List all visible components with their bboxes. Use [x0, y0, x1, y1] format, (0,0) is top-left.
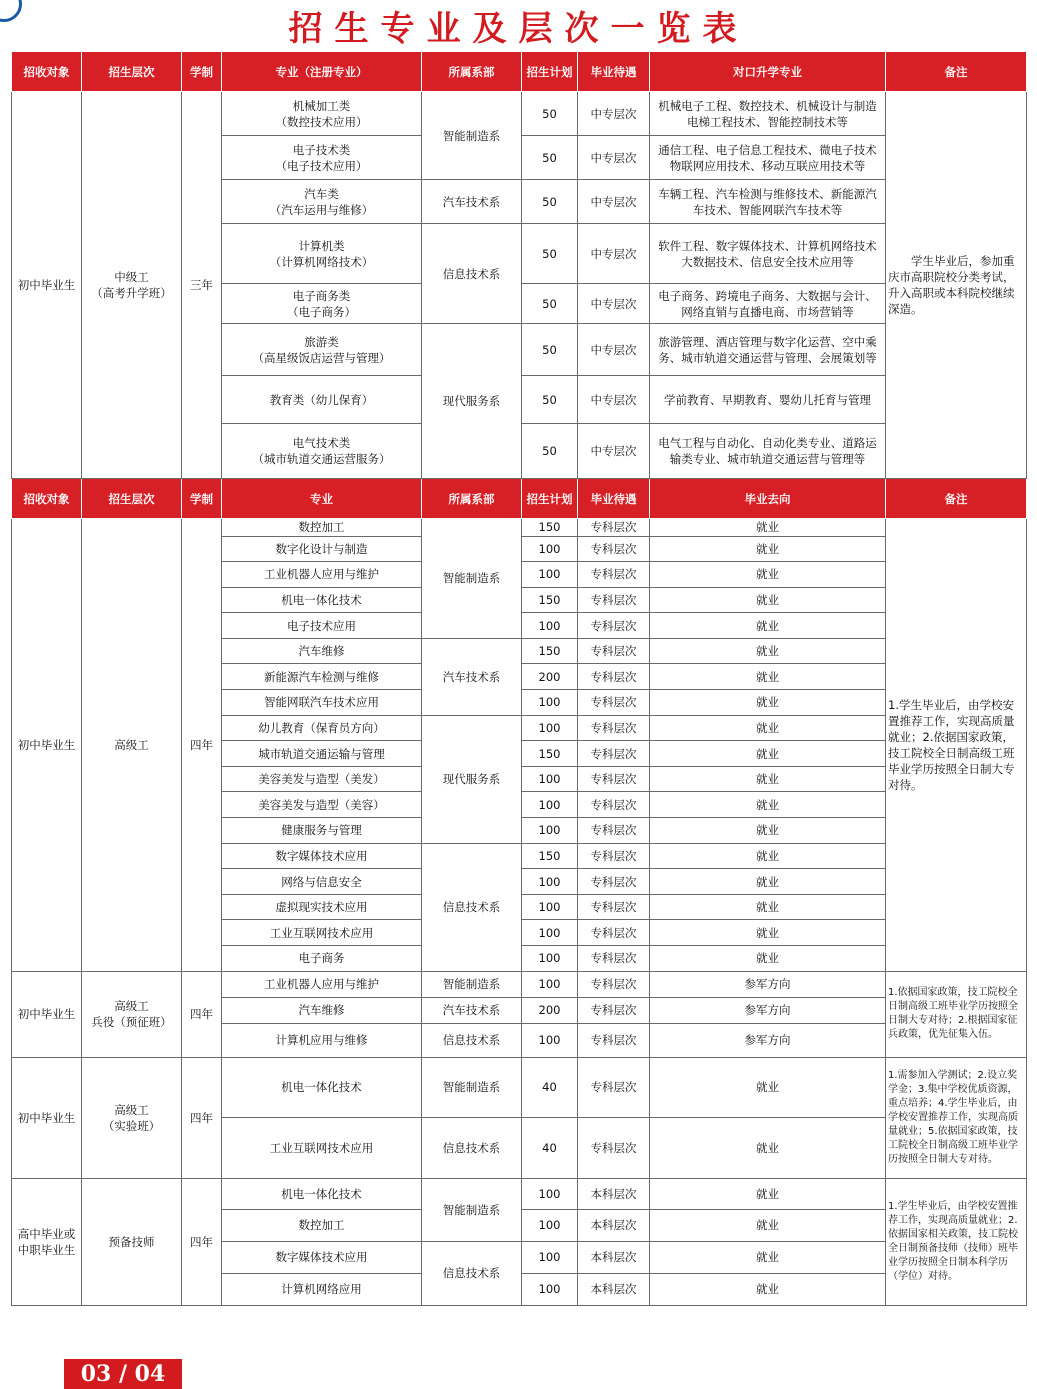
major-cell: 工业互联网技术应用: [222, 1117, 422, 1178]
grad-cell: 中专层次: [578, 180, 650, 224]
plan-cell: 150: [522, 519, 578, 537]
level-cell: 高级工 兵役（预征班）: [82, 971, 182, 1057]
dept-cell: 智能制造系: [422, 1178, 522, 1241]
years-cell: 三年: [182, 92, 222, 479]
destination-cell: 就业: [650, 1273, 886, 1305]
grad-cell: 专科层次: [578, 638, 650, 664]
column-header: 招生层次: [82, 52, 182, 92]
column-header: 学制: [182, 479, 222, 519]
major-cell: 工业机器人应用与维护: [222, 971, 422, 997]
table-row: [12, 519, 1027, 537]
related-major-cell: 学前教育、早期教育、婴幼儿托育与管理: [650, 376, 886, 424]
plan-cell: 50: [522, 284, 578, 324]
level-cell: 预备技师: [82, 1178, 182, 1305]
plan-cell: 100: [522, 715, 578, 741]
major-cell: 计算机类 （计算机网络技术）: [222, 224, 422, 284]
grad-cell: 本科层次: [578, 1178, 650, 1209]
plan-cell: 100: [522, 1178, 578, 1209]
major-cell: 计算机应用与维修: [222, 1023, 422, 1057]
dept-cell: 汽车技术系: [422, 997, 522, 1023]
column-header: 所属系部: [422, 479, 522, 519]
note-cell: 1.学生毕业后，由学校安置推荐工作，实现高质量就业；2.依据国家相关政策，技工院校全日制预备技师（技师）班毕业学历按照全日制本科学历（学位）对待。: [886, 1178, 1027, 1305]
major-cell: 汽车类 （汽车运用与维修）: [222, 180, 422, 224]
plan-cell: 100: [522, 536, 578, 562]
column-header: 对口升学专业: [650, 52, 886, 92]
grad-cell: 专科层次: [578, 690, 650, 716]
destination-cell: 就业: [650, 843, 886, 869]
major-cell: 数控加工: [222, 1209, 422, 1241]
column-header: 所属系部: [422, 52, 522, 92]
plan-cell: 100: [522, 818, 578, 844]
grad-cell: 专科层次: [578, 843, 650, 869]
column-header: 备注: [886, 52, 1027, 92]
page-number: 03 / 04: [64, 1359, 182, 1389]
page-title: 招生专业及层次一览表: [288, 9, 749, 49]
destination-cell: 就业: [650, 1057, 886, 1117]
dept-cell: 信息技术系: [422, 843, 522, 971]
destination-cell: 就业: [650, 638, 886, 664]
dept-cell: 智能制造系: [422, 92, 522, 180]
major-cell: 电气技术类 （城市轨道交通运营服务）: [222, 424, 422, 479]
plan-cell: 50: [522, 180, 578, 224]
column-header: 备注: [886, 479, 1027, 519]
destination-cell: 就业: [650, 519, 886, 537]
destination-cell: 参军方向: [650, 997, 886, 1023]
plan-cell: 100: [522, 792, 578, 818]
grad-cell: 中专层次: [578, 424, 650, 479]
header-row: [12, 479, 1027, 519]
destination-cell: 就业: [650, 613, 886, 639]
major-cell: 旅游类 （高星级饭店运营与管理）: [222, 324, 422, 376]
major-cell: 健康服务与管理: [222, 818, 422, 844]
major-cell: 工业机器人应用与维护: [222, 562, 422, 588]
grad-cell: 专科层次: [578, 971, 650, 997]
column-header: 学制: [182, 52, 222, 92]
grad-cell: 专科层次: [578, 894, 650, 920]
major-cell: 美容美发与造型（美容）: [222, 792, 422, 818]
major-cell: 电子商务类 （电子商务）: [222, 284, 422, 324]
level-cell: 中级工 （高考升学班）: [82, 92, 182, 479]
column-header: 专业（注册专业）: [222, 52, 422, 92]
grad-cell: 专科层次: [578, 766, 650, 792]
major-cell: 城市轨道交通运输与管理: [222, 741, 422, 767]
plan-cell: 100: [522, 1273, 578, 1305]
major-cell: 智能网联汽车技术应用: [222, 690, 422, 716]
plan-cell: 100: [522, 613, 578, 639]
column-header: 招收对象: [12, 479, 82, 519]
note-cell: 1.学生毕业后，由学校安置推荐工作，实现高质量就业；2.依据国家政策，技工院校全日制高级工班毕业学历按照全日制大专对待。: [886, 519, 1027, 972]
column-header: 招生层次: [82, 479, 182, 519]
plan-cell: 50: [522, 224, 578, 284]
dept-cell: 信息技术系: [422, 1023, 522, 1057]
related-major-cell: 软件工程、数字媒体技术、计算机网络技术 大数据技术、信息安全技术应用等: [650, 224, 886, 284]
grad-cell: 专科层次: [578, 920, 650, 946]
years-cell: 四年: [182, 971, 222, 1057]
destination-cell: 就业: [650, 1117, 886, 1178]
grad-cell: 专科层次: [578, 562, 650, 588]
dept-cell: 智能制造系: [422, 1057, 522, 1117]
grad-cell: 专科层次: [578, 664, 650, 690]
major-cell: 机械加工类 （数控技术应用）: [222, 92, 422, 136]
destination-cell: 就业: [650, 792, 886, 818]
target-cell: 初中毕业生: [12, 971, 82, 1057]
column-header: 招收对象: [12, 52, 82, 92]
grad-cell: 专科层次: [578, 613, 650, 639]
dept-cell: 汽车技术系: [422, 180, 522, 224]
grad-cell: 专科层次: [578, 818, 650, 844]
years-cell: 四年: [182, 519, 222, 972]
major-cell: 新能源汽车检测与维修: [222, 664, 422, 690]
column-header: 毕业待遇: [578, 52, 650, 92]
major-cell: 机电一体化技术: [222, 587, 422, 613]
grad-cell: 本科层次: [578, 1209, 650, 1241]
related-major-cell: 旅游管理、酒店管理与数字化运营、空中乘 务、城市轨道交通运营与管理、会展策划等: [650, 324, 886, 376]
major-cell: 美容美发与造型（美发）: [222, 766, 422, 792]
plan-cell: 50: [522, 324, 578, 376]
grad-cell: 中专层次: [578, 92, 650, 136]
header-row: [12, 52, 1027, 92]
dept-cell: 信息技术系: [422, 1241, 522, 1305]
destination-cell: 就业: [650, 562, 886, 588]
plan-cell: 200: [522, 664, 578, 690]
years-cell: 四年: [182, 1057, 222, 1178]
major-cell: 教育类（幼儿保育）: [222, 376, 422, 424]
major-cell: 电子技术类 （电子技术应用）: [222, 136, 422, 180]
grad-cell: 专科层次: [578, 946, 650, 972]
plan-cell: 100: [522, 1023, 578, 1057]
level-cell: 高级工: [82, 519, 182, 972]
column-header: 专业: [222, 479, 422, 519]
major-cell: 虚拟现实技术应用: [222, 894, 422, 920]
destination-cell: 参军方向: [650, 1023, 886, 1057]
major-cell: 计算机网络应用: [222, 1273, 422, 1305]
note-cell: 学生毕业后，参加重庆市高职院校分类考试，升入高职或本科院校继续深造。: [886, 92, 1027, 479]
dept-cell: 智能制造系: [422, 519, 522, 639]
table-row: [12, 1057, 1027, 1117]
major-cell: 工业互联网技术应用: [222, 920, 422, 946]
destination-cell: 就业: [650, 920, 886, 946]
destination-cell: 就业: [650, 869, 886, 895]
column-header: 招生计划: [522, 479, 578, 519]
column-header: 招生计划: [522, 52, 578, 92]
destination-cell: 就业: [650, 690, 886, 716]
plan-cell: 100: [522, 766, 578, 792]
plan-cell: 100: [522, 920, 578, 946]
dept-cell: 智能制造系: [422, 971, 522, 997]
dept-cell: 信息技术系: [422, 1117, 522, 1178]
related-major-cell: 电气工程与自动化、自动化类专业、道路运 输类专业、城市轨道交通运营与管理等: [650, 424, 886, 479]
plan-cell: 50: [522, 424, 578, 479]
destination-cell: 就业: [650, 894, 886, 920]
destination-cell: 就业: [650, 1241, 886, 1273]
grad-cell: 专科层次: [578, 1117, 650, 1178]
destination-cell: 就业: [650, 766, 886, 792]
major-cell: 数字化设计与制造: [222, 536, 422, 562]
target-cell: 初中毕业生: [12, 1057, 82, 1178]
plan-cell: 50: [522, 92, 578, 136]
major-cell: 机电一体化技术: [222, 1178, 422, 1209]
dept-cell: 现代服务系: [422, 715, 522, 843]
grad-cell: 中专层次: [578, 136, 650, 180]
dept-cell: 信息技术系: [422, 224, 522, 324]
plan-cell: 200: [522, 997, 578, 1023]
target-cell: 初中毕业生: [12, 92, 82, 479]
major-cell: 汽车维修: [222, 997, 422, 1023]
plan-cell: 150: [522, 638, 578, 664]
plan-cell: 40: [522, 1057, 578, 1117]
table-row: [12, 971, 1027, 997]
note-cell: 1.需参加入学测试；2.设立奖学金；3.集中学校优质资源，重点培养；4.学生毕业后，由学校安置推荐工作，实现高质量就业；5.依据国家政策，技工院校全日制高级工班毕业学历按照全日制大专对待。: [886, 1057, 1027, 1178]
grad-cell: 专科层次: [578, 1023, 650, 1057]
target-cell: 高中毕业或 中职毕业生: [12, 1178, 82, 1305]
grad-cell: 中专层次: [578, 324, 650, 376]
plan-cell: 100: [522, 562, 578, 588]
plan-cell: 100: [522, 1209, 578, 1241]
grad-cell: 专科层次: [578, 1057, 650, 1117]
column-header: 毕业去向: [650, 479, 886, 519]
major-cell: 幼儿教育（保育员方向）: [222, 715, 422, 741]
major-cell: 电子技术应用: [222, 613, 422, 639]
plan-cell: 150: [522, 843, 578, 869]
related-major-cell: 车辆工程、汽车检测与维修技术、新能源汽 车技术、智能网联汽车技术等: [650, 180, 886, 224]
column-header: 毕业待遇: [578, 479, 650, 519]
table-row: [12, 92, 1027, 136]
grad-cell: 中专层次: [578, 284, 650, 324]
years-cell: 四年: [182, 1178, 222, 1305]
destination-cell: 就业: [650, 818, 886, 844]
grad-cell: 本科层次: [578, 1241, 650, 1273]
major-cell: 数控加工: [222, 519, 422, 537]
major-cell: 电子商务: [222, 946, 422, 972]
destination-cell: 就业: [650, 664, 886, 690]
grad-cell: 专科层次: [578, 587, 650, 613]
plan-cell: 150: [522, 587, 578, 613]
plan-cell: 100: [522, 971, 578, 997]
major-cell: 网络与信息安全: [222, 869, 422, 895]
grad-cell: 专科层次: [578, 792, 650, 818]
grad-cell: 专科层次: [578, 715, 650, 741]
destination-cell: 就业: [650, 715, 886, 741]
plan-cell: 40: [522, 1117, 578, 1178]
destination-cell: 就业: [650, 536, 886, 562]
destination-cell: 就业: [650, 1209, 886, 1241]
grad-cell: 本科层次: [578, 1273, 650, 1305]
related-major-cell: 电子商务、跨境电子商务、大数据与会计、 网络直销与直播电商、市场营销等: [650, 284, 886, 324]
plan-cell: 100: [522, 894, 578, 920]
enrollment-table: [11, 51, 1027, 1306]
destination-cell: 就业: [650, 741, 886, 767]
related-major-cell: 机械电子工程、数控技术、机械设计与制造 电梯工程技术、智能控制技术等: [650, 92, 886, 136]
major-cell: 数字媒体技术应用: [222, 843, 422, 869]
dept-cell: 现代服务系: [422, 324, 522, 479]
grad-cell: 中专层次: [578, 376, 650, 424]
grad-cell: 专科层次: [578, 997, 650, 1023]
dept-cell: 汽车技术系: [422, 638, 522, 715]
target-cell: 初中毕业生: [12, 519, 82, 972]
plan-cell: 100: [522, 946, 578, 972]
major-cell: 汽车维修: [222, 638, 422, 664]
grad-cell: 专科层次: [578, 741, 650, 767]
plan-cell: 50: [522, 136, 578, 180]
major-cell: 机电一体化技术: [222, 1057, 422, 1117]
grad-cell: 专科层次: [578, 869, 650, 895]
plan-cell: 100: [522, 690, 578, 716]
plan-cell: 50: [522, 376, 578, 424]
plan-cell: 100: [522, 869, 578, 895]
grad-cell: 中专层次: [578, 224, 650, 284]
note-cell: 1.依据国家政策，技工院校全日制高级工班毕业学历按照全日制大专对待；2.根据国家征兵政策，优先征集入伍。: [886, 971, 1027, 1057]
grad-cell: 专科层次: [578, 519, 650, 537]
major-cell: 数字媒体技术应用: [222, 1241, 422, 1273]
destination-cell: 参军方向: [650, 971, 886, 997]
destination-cell: 就业: [650, 946, 886, 972]
related-major-cell: 通信工程、电子信息工程技术、微电子技术 物联网应用技术、移动互联应用技术等: [650, 136, 886, 180]
table-row: [12, 1178, 1027, 1209]
plan-cell: 100: [522, 1241, 578, 1273]
plan-cell: 150: [522, 741, 578, 767]
destination-cell: 就业: [650, 587, 886, 613]
grad-cell: 专科层次: [578, 536, 650, 562]
level-cell: 高级工 （实验班）: [82, 1057, 182, 1178]
destination-cell: 就业: [650, 1178, 886, 1209]
